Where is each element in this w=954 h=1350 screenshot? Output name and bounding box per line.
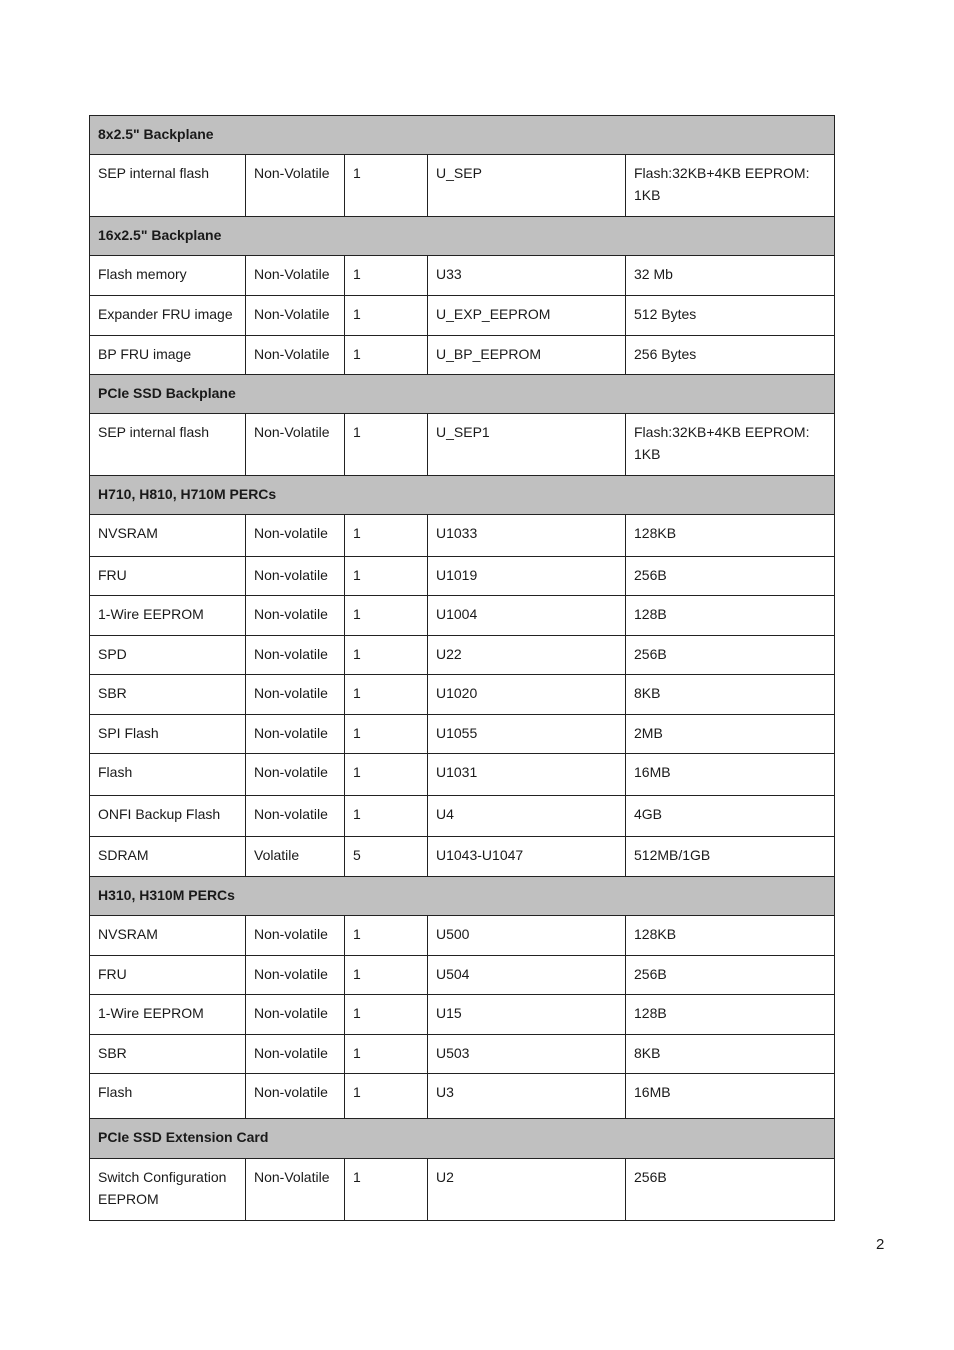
quantity-cell: 1 [345,296,428,336]
table-row [90,675,835,715]
size-cell: 256 Bytes [626,336,835,375]
quantity-cell: 1 [345,596,428,636]
type-cell: Non-volatile [246,916,345,956]
quantity-cell: 1 [345,155,428,217]
reference-cell: U22 [428,636,626,675]
reference-cell: U33 [428,256,626,296]
table-row [90,754,835,796]
table-row [90,414,835,476]
quantity-cell: 1 [345,515,428,557]
component-cell: SBR [90,1035,246,1074]
quantity-cell: 1 [345,796,428,837]
quantity-cell: 1 [345,956,428,995]
reference-cell: U_BP_EEPROM [428,336,626,375]
size-cell: 256B [626,956,835,995]
table-row [90,256,835,296]
type-cell: Non-volatile [246,1074,345,1119]
component-cell: FRU [90,557,246,596]
type-cell: Non-volatile [246,1035,345,1074]
component-cell: Flash [90,754,246,796]
section-header-row [90,1119,835,1159]
type-cell: Non-volatile [246,754,345,796]
reference-cell: U1031 [428,754,626,796]
table-row [90,995,835,1035]
component-cell: NVSRAM [90,916,246,956]
quantity-cell: 1 [345,675,428,715]
quantity-cell: 1 [345,1035,428,1074]
section-header-row [90,375,835,414]
quantity-cell: 1 [345,336,428,375]
quantity-cell: 1 [345,754,428,796]
type-cell: Non-volatile [246,596,345,636]
section-title: H710, H810, H710M PERCs [90,476,835,515]
section-header-row [90,877,835,916]
component-cell: Flash [90,1074,246,1119]
reference-cell: U503 [428,1035,626,1074]
section-header-row [90,116,835,155]
type-cell: Non-volatile [246,557,345,596]
table-row [90,1159,835,1221]
size-cell: 128KB [626,515,835,557]
size-cell: 16MB [626,1074,835,1119]
reference-cell: U1055 [428,715,626,754]
size-cell: 16MB [626,754,835,796]
section-title: 8x2.5" Backplane [90,116,835,155]
reference-cell: U_SEP [428,155,626,217]
size-cell: 256B [626,1159,835,1221]
section-title: 16x2.5" Backplane [90,217,835,256]
quantity-cell: 1 [345,256,428,296]
type-cell: Non-volatile [246,636,345,675]
size-cell: Flash:32KB+4KB EEPROM: 1KB [626,155,835,217]
reference-cell: U1033 [428,515,626,557]
quantity-cell: 5 [345,837,428,877]
type-cell: Non-Volatile [246,336,345,375]
component-table [89,115,835,1221]
component-cell: SDRAM [90,837,246,877]
size-cell: 512 Bytes [626,296,835,336]
type-cell: Volatile [246,837,345,877]
table-row [90,837,835,877]
table-row [90,796,835,837]
reference-cell: U15 [428,995,626,1035]
type-cell: Non-Volatile [246,414,345,476]
size-cell: 128KB [626,916,835,956]
quantity-cell: 1 [345,715,428,754]
size-cell: Flash:32KB+4KB EEPROM: 1KB [626,414,835,476]
reference-cell: U1043-U1047 [428,837,626,877]
table-row [90,1074,835,1119]
table-row [90,1035,835,1074]
table-row [90,296,835,336]
quantity-cell: 1 [345,1074,428,1119]
component-cell: SPI Flash [90,715,246,754]
section-header-row [90,217,835,256]
type-cell: Non-volatile [246,715,345,754]
page-number: 2 [876,1236,885,1253]
reference-cell: U4 [428,796,626,837]
quantity-cell: 1 [345,636,428,675]
table-row [90,916,835,956]
component-cell: FRU [90,956,246,995]
component-cell: 1-Wire EEPROM [90,596,246,636]
component-cell: Flash memory [90,256,246,296]
table-body [90,116,835,1221]
component-cell: Expander FRU image [90,296,246,336]
section-title: PCIe SSD Extension Card [90,1119,835,1159]
size-cell: 128B [626,596,835,636]
type-cell: Non-Volatile [246,296,345,336]
component-cell: ONFI Backup Flash [90,796,246,837]
size-cell: 4GB [626,796,835,837]
section-header-row [90,476,835,515]
quantity-cell: 1 [345,414,428,476]
table-row [90,336,835,375]
table-row [90,557,835,596]
table-row [90,155,835,217]
type-cell: Non-Volatile [246,155,345,217]
reference-cell: U_SEP1 [428,414,626,476]
size-cell: 512MB/1GB [626,837,835,877]
size-cell: 32 Mb [626,256,835,296]
section-title: PCIe SSD Backplane [90,375,835,414]
quantity-cell: 1 [345,1159,428,1221]
reference-cell: U_EXP_EEPROM [428,296,626,336]
component-cell: SBR [90,675,246,715]
reference-cell: U3 [428,1074,626,1119]
reference-cell: U1019 [428,557,626,596]
size-cell: 8KB [626,675,835,715]
table-row [90,596,835,636]
type-cell: Non-Volatile [246,256,345,296]
type-cell: Non-volatile [246,995,345,1035]
size-cell: 128B [626,995,835,1035]
type-cell: Non-volatile [246,796,345,837]
size-cell: 256B [626,636,835,675]
size-cell: 256B [626,557,835,596]
table-row [90,636,835,675]
quantity-cell: 1 [345,916,428,956]
type-cell: Non-volatile [246,956,345,995]
type-cell: Non-volatile [246,675,345,715]
table-row [90,956,835,995]
component-cell: 1-Wire EEPROM [90,995,246,1035]
reference-cell: U1004 [428,596,626,636]
table-row [90,515,835,557]
component-cell: BP FRU image [90,336,246,375]
quantity-cell: 1 [345,995,428,1035]
size-cell: 2MB [626,715,835,754]
component-cell: SPD [90,636,246,675]
table-row [90,715,835,754]
section-title: H310, H310M PERCs [90,877,835,916]
reference-cell: U2 [428,1159,626,1221]
component-cell: Switch Configuration EEPROM [90,1159,246,1221]
component-cell: SEP internal flash [90,414,246,476]
type-cell: Non-Volatile [246,1159,345,1221]
type-cell: Non-volatile [246,515,345,557]
reference-cell: U504 [428,956,626,995]
component-cell: SEP internal flash [90,155,246,217]
quantity-cell: 1 [345,557,428,596]
reference-cell: U500 [428,916,626,956]
size-cell: 8KB [626,1035,835,1074]
component-cell: NVSRAM [90,515,246,557]
reference-cell: U1020 [428,675,626,715]
